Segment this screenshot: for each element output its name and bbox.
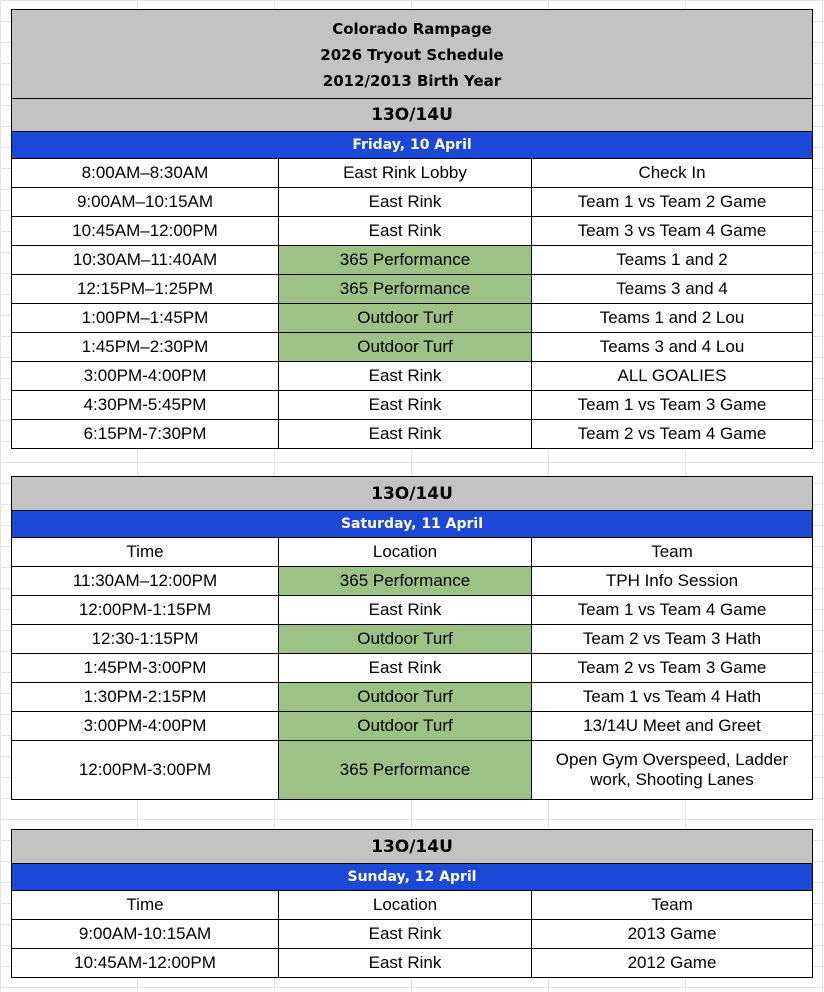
column-header-team: Team: [531, 538, 812, 566]
location-cell: East Rink: [278, 420, 531, 448]
table-row: [12, 711, 812, 740]
time-cell: 12:30-1:15PM: [91, 629, 199, 648]
table-row: [12, 653, 812, 682]
table-row: [12, 303, 812, 332]
table-row: [12, 245, 812, 274]
location-cell: East Rink: [278, 391, 531, 419]
day-header-sunday: Sunday, 12 April: [12, 863, 812, 890]
time-cell: 12:00PM-3:00PM: [78, 760, 212, 779]
column-header-row: [12, 537, 812, 566]
table-row: [12, 595, 812, 624]
location-cell: East Rink: [278, 654, 531, 682]
location-cell-highlighted: Outdoor Turf: [278, 304, 531, 332]
time-cell: 4:30PM-5:45PM: [83, 395, 207, 414]
team-cell: Team 2 vs Team 4 Game: [531, 420, 812, 448]
location-cell: East Rink: [278, 362, 531, 390]
team-cell: 13/14U Meet and Greet: [531, 712, 812, 740]
team-cell: Team 1 vs Team 2 Game: [531, 188, 812, 216]
location-cell-highlighted: Outdoor Turf: [278, 683, 531, 711]
location-cell: East Rink: [278, 949, 531, 977]
table-row: [12, 332, 812, 361]
column-header-location: Location: [278, 538, 531, 566]
time-cell: 10:30AM–11:40AM: [72, 250, 218, 269]
location-cell: East Rink: [278, 217, 531, 245]
team-cell: Teams 3 and 4: [531, 275, 812, 303]
time-cell: 3:00PM-4:00PM: [83, 716, 207, 735]
team-text-line: work, Shooting Lanes: [590, 770, 754, 789]
schedule-name: 2026 Tryout Schedule: [320, 45, 504, 64]
table-row: [12, 624, 812, 653]
time-cell: 12:00PM-1:15PM: [78, 600, 212, 619]
table-row: [12, 682, 812, 711]
team-cell: Teams 1 and 2: [531, 246, 812, 274]
table-row: [12, 948, 812, 977]
time-cell: 9:00AM–10:15AM: [76, 192, 214, 211]
time-cell: 10:45AM-12:00PM: [74, 953, 216, 972]
table-row: [12, 419, 812, 448]
location-cell-highlighted: 365 Performance: [278, 275, 531, 303]
location-cell-highlighted: Outdoor Turf: [278, 625, 531, 653]
time-cell: 6:15PM-7:30PM: [83, 424, 207, 443]
time-cell: 1:00PM–1:45PM: [81, 308, 209, 327]
time-cell: 10:45AM–12:00PM: [72, 221, 218, 240]
location-cell-highlighted: 365 Performance: [278, 246, 531, 274]
location-cell: East Rink: [278, 188, 531, 216]
birth-year: 2012/2013 Birth Year: [322, 71, 502, 90]
team-cell: ALL GOALIES: [531, 362, 812, 390]
group-header: 13O/14U: [12, 477, 812, 510]
team-cell: Team 1 vs Team 4 Game: [531, 596, 812, 624]
team-cell: Teams 3 and 4 Lou: [531, 333, 812, 361]
table-row: [12, 187, 812, 216]
team-cell: Check In: [531, 159, 812, 187]
group-header: 13O/14U: [12, 830, 812, 863]
day-header-saturday: Saturday, 11 April: [12, 510, 812, 537]
table-row: [12, 274, 812, 303]
team-cell: Team 3 vs Team 4 Game: [531, 217, 812, 245]
table-row: [12, 740, 812, 799]
location-cell-highlighted: Outdoor Turf: [278, 333, 531, 361]
time-cell: 8:00AM–8:30AM: [81, 163, 209, 182]
time-cell: 3:00PM-4:00PM: [83, 366, 207, 385]
saturday-schedule-table: [11, 476, 813, 800]
team-cell: 2013 Game: [531, 920, 812, 948]
location-cell: East Rink: [278, 920, 531, 948]
time-cell: 11:30AM–12:00PM: [72, 571, 218, 590]
time-cell: 1:45PM–2:30PM: [81, 337, 209, 356]
friday-schedule-table: [11, 9, 813, 449]
column-header-time: Time: [126, 542, 164, 561]
team-text-line: Open Gym Overspeed, Ladder: [555, 750, 789, 769]
team-cell: Teams 1 and 2 Lou: [531, 304, 812, 332]
time-cell: 1:30PM-2:15PM: [83, 687, 207, 706]
table-row: [12, 390, 812, 419]
column-header-time: Time: [126, 895, 164, 914]
table-row: [12, 361, 812, 390]
time-cell: 12:15PM–1:25PM: [76, 279, 214, 298]
table-row: [12, 566, 812, 595]
column-header-team: Team: [531, 891, 812, 919]
location-cell-highlighted: 365 Performance: [278, 567, 531, 595]
time-cell: 1:45PM-3:00PM: [83, 658, 207, 677]
location-cell: East Rink Lobby: [278, 159, 531, 187]
group-header: 13O/14U: [12, 98, 812, 131]
team-cell: [531, 741, 812, 799]
team-cell: Team 2 vs Team 3 Hath: [531, 625, 812, 653]
team-cell: TPH Info Session: [531, 567, 812, 595]
team-cell: 2012 Game: [531, 949, 812, 977]
team-cell: Team 1 vs Team 3 Game: [531, 391, 812, 419]
column-header-location: Location: [278, 891, 531, 919]
schedule-title-header: [12, 10, 812, 98]
team-cell: Team 1 vs Team 4 Hath: [531, 683, 812, 711]
team-cell: Team 2 vs Team 3 Game: [531, 654, 812, 682]
time-cell: 9:00AM-10:15AM: [78, 924, 212, 943]
table-row: [12, 158, 812, 187]
club-name: Colorado Rampage: [332, 19, 492, 38]
location-cell: East Rink: [278, 596, 531, 624]
location-cell-highlighted: Outdoor Turf: [278, 712, 531, 740]
sunday-schedule-table: [11, 829, 813, 978]
column-header-row: [12, 890, 812, 919]
table-row: [12, 216, 812, 245]
table-row: [12, 919, 812, 948]
day-header-friday: Friday, 10 April: [12, 131, 812, 158]
location-cell-highlighted: 365 Performance: [278, 741, 531, 799]
